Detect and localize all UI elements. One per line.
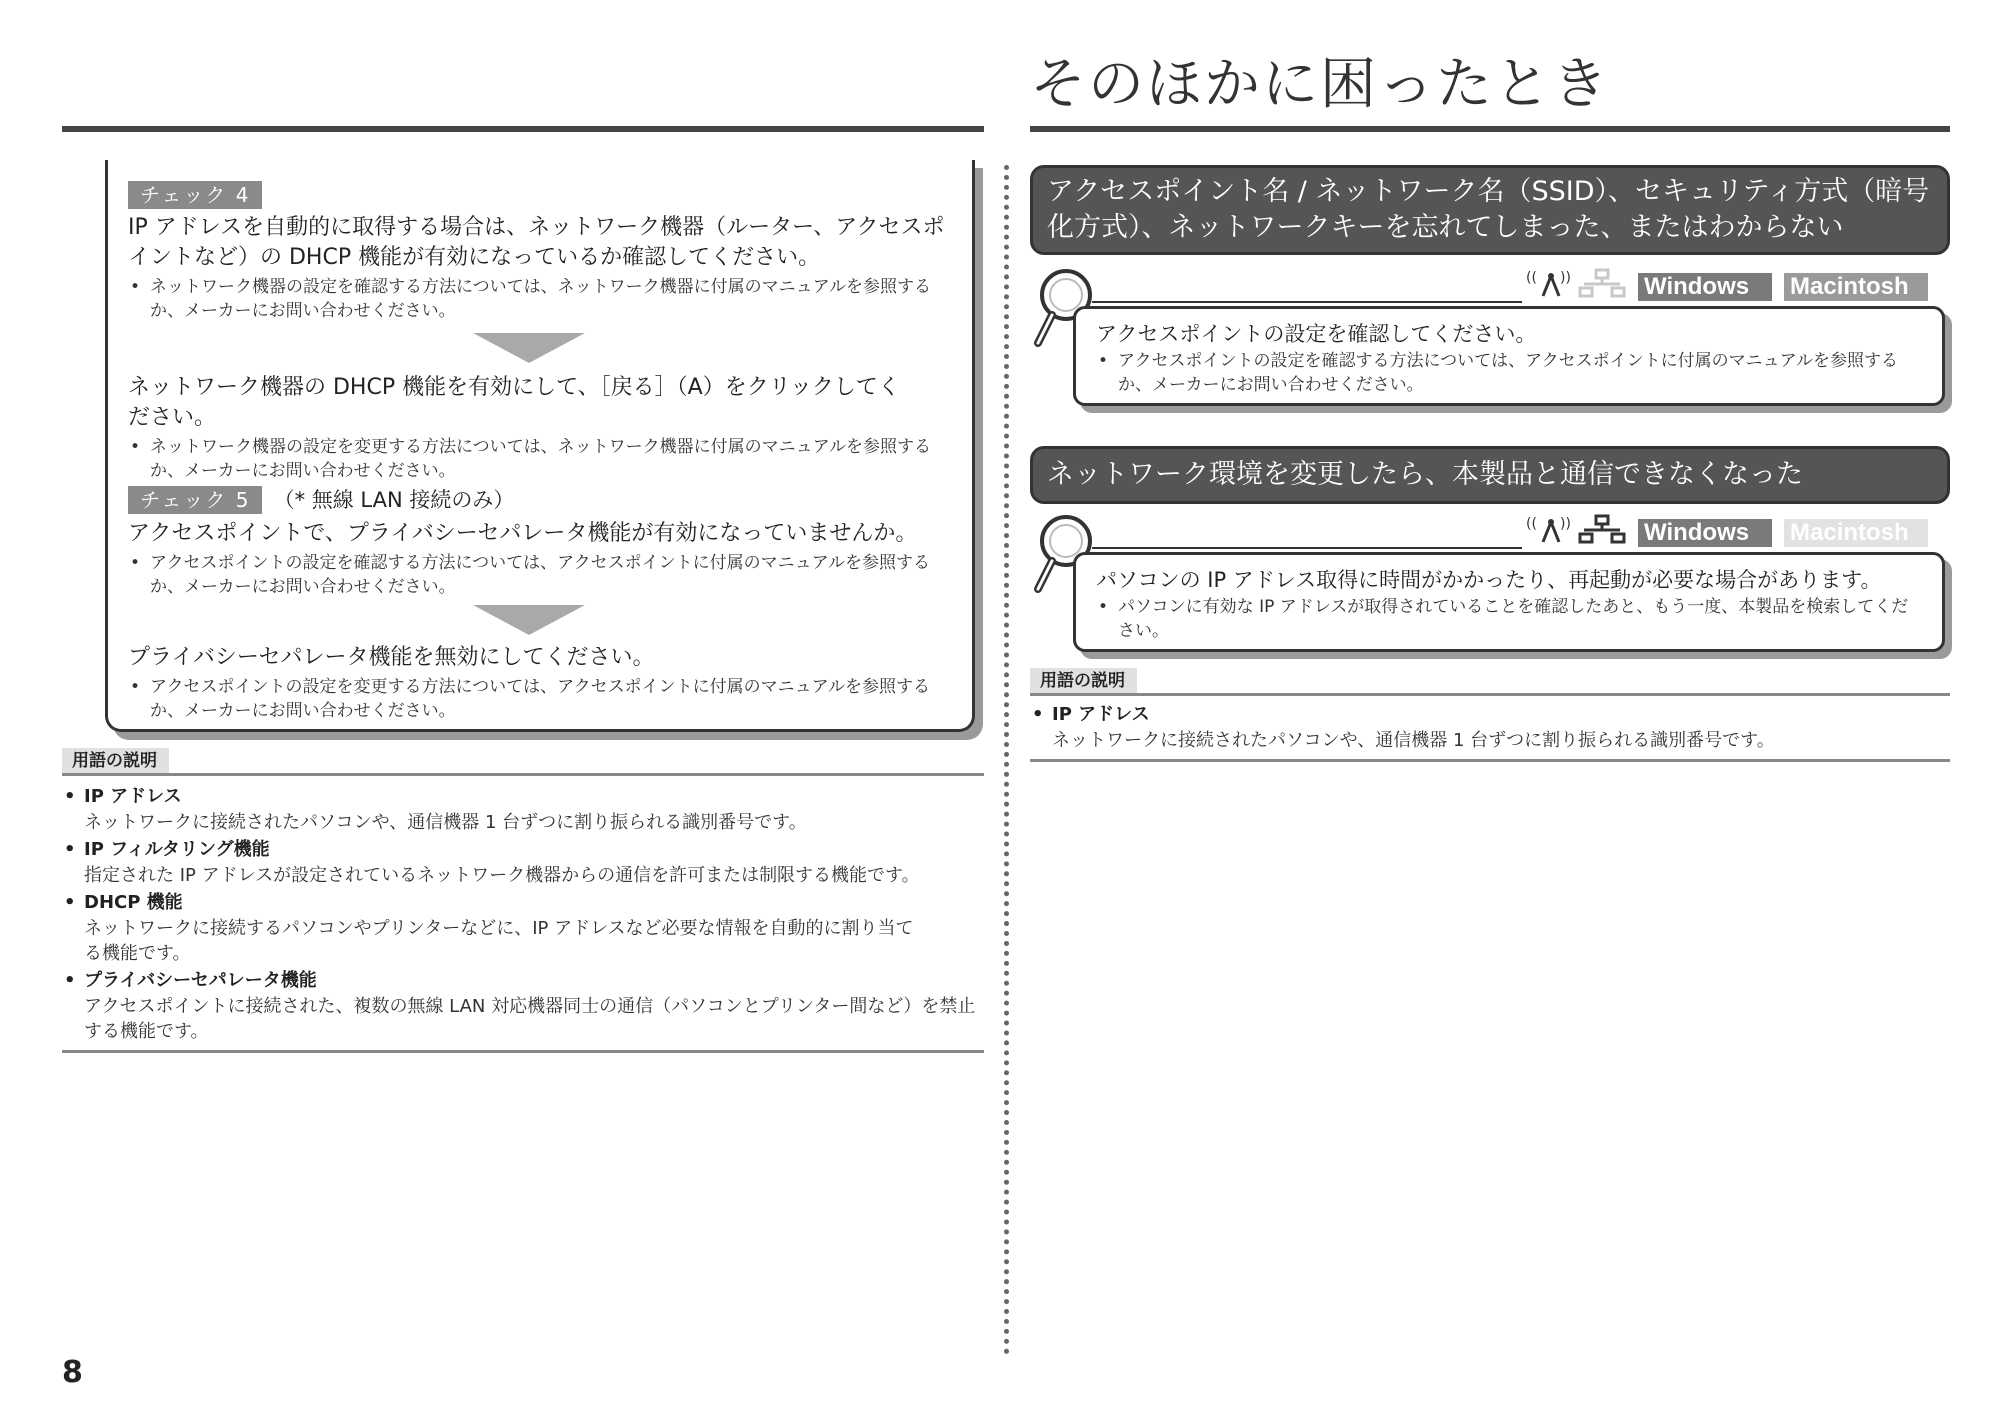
glossary-label: 用語の説明 (62, 748, 169, 773)
down-arrow (473, 333, 585, 363)
reference-line (1092, 547, 1522, 549)
check5-note: （* 無線 LAN 接続のみ） (273, 488, 515, 512)
glossary-rule (62, 773, 984, 776)
check5-action-bullet: • アクセスポイントの設定を変更する方法については、アクセスポイントに付属のマニュアルを参照するか、メーカーにお問い合わせください。 (128, 675, 958, 723)
section1-lead: アクセスポイントの設定を確認してください。 (1096, 322, 1537, 346)
wireless-icon (1526, 268, 1576, 298)
glossary-desc: ネットワークに接続されたパソコンや、通信機器 1 台ずつに割り振られる識別番号です。 (1052, 730, 1775, 751)
section2-heading: ネットワーク環境を変更したら、本製品と通信できなくなった (1030, 446, 1950, 504)
glossary-rule (1030, 693, 1950, 696)
wired-network-icon (1578, 268, 1628, 298)
column-divider (1004, 165, 1009, 1355)
right-glossary (1030, 668, 1950, 762)
check4-section (128, 181, 958, 483)
section2-answer (1073, 552, 1945, 652)
check5-section (128, 485, 958, 723)
check5-action-heading: プライバシーセパレータ機能を無効にしてください。 (128, 645, 655, 670)
svg-text:((: (( (1526, 270, 1537, 286)
glossary-desc: ネットワークに接続されたパソコンや、通信機器 1 台ずつに割り振られる識別番号です。 (84, 812, 807, 833)
glossary-term: • IP アドレス (62, 784, 984, 810)
check5-bullet: • アクセスポイントの設定を確認する方法については、アクセスポイントに付属のマニュアルを参照するか、メーカーにお問い合わせください。 (128, 551, 958, 599)
check4-heading: IP アドレスを自動的に取得する場合は、ネットワーク機器（ルーター、アクセスポイントなど）の DHCP 機能が有効になっているか確認してください。 (128, 215, 945, 270)
section1-answer (1073, 306, 1945, 406)
glossary-term: • IP アドレス (1030, 702, 1950, 728)
wired-network-icon (1578, 514, 1628, 544)
mac-badge-label: Macintosh (1790, 519, 1909, 546)
glossary-desc: ネットワークに接続するパソコンやプリンターなどに、IP アドレスなど必要な情報を自動的に割り当てる機能です。 (84, 918, 914, 964)
mac-badge (1784, 273, 1928, 301)
svg-text:)): )) (1560, 516, 1571, 532)
section1-heading: アクセスポイント名 / ネットワーク名（SSID）、セキュリティ方式（暗号化方式）、ネットワークキーを忘れてしまった、またはわからない (1030, 165, 1950, 255)
section2-lead: パソコンの IP アドレス取得に時間がかかったり、再起動が必要な場合があります。 (1096, 568, 1882, 592)
windows-badge-label: Windows (1644, 519, 1750, 546)
section2-bullet: • パソコンに有効な IP アドレスが取得されていることを確認したあと、もう一度、本製品を検索してください。 (1096, 595, 1924, 643)
glossary-desc: 指定された IP アドレスが設定されているネットワーク機器からの通信を許可または制限する機能です。 (84, 865, 920, 886)
section1-bullet: • アクセスポイントの設定を確認する方法については、アクセスポイントに付属のマニュアルを参照するか、メーカーにお問い合わせください。 (1096, 349, 1924, 397)
check5-heading: アクセスポイントで、プライバシーセパレータ機能が有効になっていませんか。 (128, 521, 918, 546)
reference-line (1092, 301, 1522, 303)
glossary-bottom-rule (1030, 759, 1950, 762)
svg-text:)): )) (1560, 270, 1571, 286)
left-header-rule (62, 126, 984, 132)
windows-badge-label: Windows (1644, 273, 1750, 300)
glossary-term: • DHCP 機能 (62, 890, 984, 916)
glossary-bottom-rule (62, 1050, 984, 1053)
page-number: 8 (62, 1355, 83, 1390)
glossary-label: 用語の説明 (1030, 668, 1137, 693)
page-title: そのほかに困ったとき (1030, 52, 1610, 117)
check4-bullet: • ネットワーク機器の設定を確認する方法については、ネットワーク機器に付属のマニュアルを参照するか、メーカーにお問い合わせください。 (128, 275, 958, 323)
svg-text:((: (( (1526, 516, 1537, 532)
wireless-icon (1526, 514, 1576, 544)
left-glossary (62, 748, 984, 1053)
glossary-term: • IP フィルタリング機能 (62, 837, 984, 863)
right-header-rule (1030, 126, 1950, 132)
check4-action-heading: ネットワーク機器の DHCP 機能を有効にして、［戻る］（A）をクリックしてください。 (128, 375, 900, 430)
check4-tag: チェック 4 (128, 181, 262, 209)
mac-badge (1784, 519, 1928, 547)
glossary-desc: アクセスポイントに接続された、複数の無線 LAN 対応機器同士の通信（パソコンとプリンター間など）を禁止する機能です。 (84, 996, 976, 1042)
windows-badge (1638, 273, 1772, 301)
down-arrow (473, 605, 585, 635)
check5-tag: チェック 5 (128, 486, 262, 514)
glossary-term: • プライバシーセパレータ機能 (62, 968, 984, 994)
windows-badge (1638, 519, 1772, 547)
mac-badge-label: Macintosh (1790, 273, 1909, 300)
check4-action-bullet: • ネットワーク機器の設定を変更する方法については、ネットワーク機器に付属のマニュアルを参照するか、メーカーにお問い合わせください。 (128, 435, 958, 483)
